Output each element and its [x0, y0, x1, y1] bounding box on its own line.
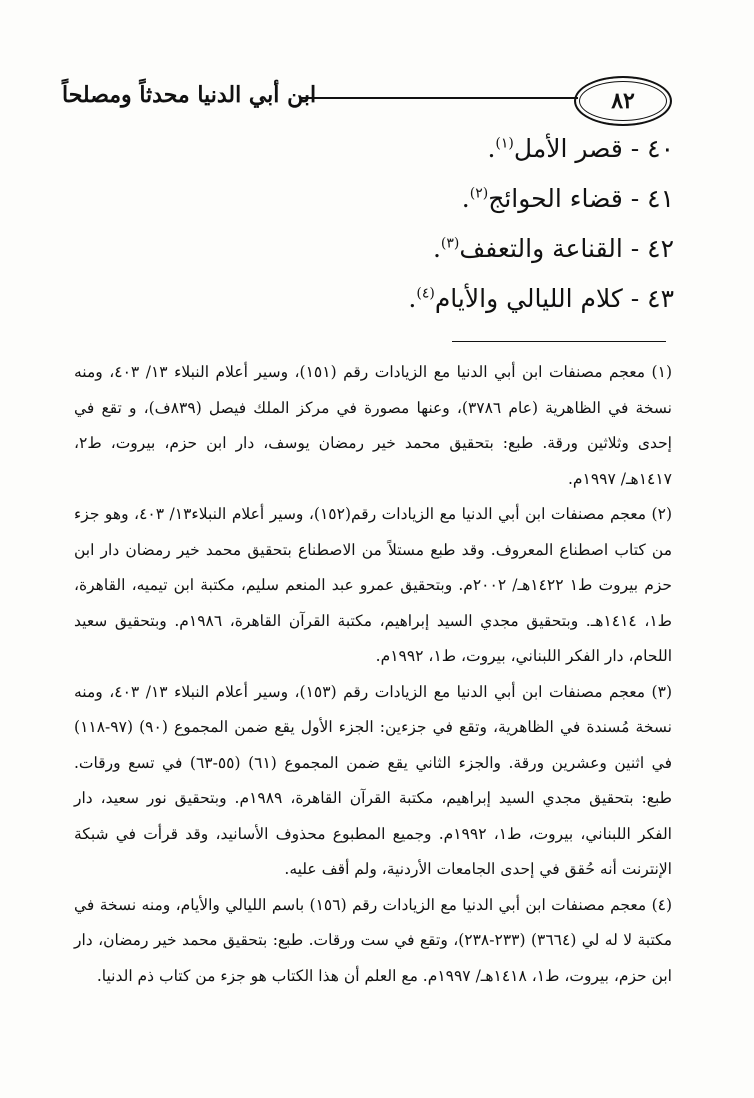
list-item [114, 274, 674, 324]
list-item-text: ٤٠ - قصر الأمل [513, 134, 674, 163]
footnote-marker: (٢) [469, 185, 489, 202]
footnote: (٢) معجم مصنفات ابن أبي الدنيا مع الزيادات رقم(١٥٢)، وسير أعلام النبلاء١٣/ ٤٠٣، وهو جزء من كتاب اصطناع المعروف. وقد طبع مستلاً من الاصطناع بتحقيق محمد خير رمضان دار ابن حزم بيروت ط١ ١٤٢٢هـ/ ٢٠٠٢م. وبتحقيق عمرو عبد المنعم سليم، مكتبة ابن تيميه، القاهرة، ط١، ١٤١٤هـ. وبتحقيق مجدي السيد إبراهيم، مكتبة القرآن القاهرة، ١٩٨٦م. وبتحقيق سعيد اللحام، دار الفكر اللبناني، بيروت، ط١، ١٩٩٢م. [74, 505, 672, 665]
list-item-end: . [461, 184, 470, 213]
list-item [114, 124, 674, 174]
running-title: ابن أبي الدنيا محدثاً ومصلحاً [62, 82, 317, 108]
list-item-end: . [408, 284, 417, 313]
footnote: (١) معجم مصنفات ابن أبي الدنيا مع الزيادات رقم (١٥١)، وسير أعلام النبلاء ١٣/ ٤٠٣، ومنه نسخة في الظاهرية (عام ٣٧٨٦)، وعنها مصورة في مركز الملك فيصل (٨٣٩ف)، و تقع في إحدى وثلاثين ورقة. طبع: بتحقيق محمد خير رمضان يوسف، دار ابن حزم، بيروت، ط٢، ١٤١٧هـ/ ١٩٩٧م. [74, 363, 672, 488]
list-item [114, 174, 674, 224]
list-item-end: . [432, 234, 441, 263]
list-item-end: . [487, 134, 496, 163]
page-number: ٨٢ [574, 76, 672, 126]
footnote: (٣) معجم مصنفات ابن أبي الدنيا مع الزيادات رقم (١٥٣)، وسير أعلام النبلاء ١٣/ ٤٠٣، ومنه نسخة مُسندة في الظاهرية، وتقع في جزءين: الجزء الأول يقع ضمن المجموع (٩٠) (٩٧-١١٨) في اثنين وعشرين ورقة. والجزء الثاني يقع ضمن المجموع (٦١) (٥٥-٦٣) في تسع ورقات. طبع: بتحقيق مجدي السيد إبراهيم، مكتبة القرآن القاهرة، ١٩٨٩م. وبتحقيق نور سعيد، دار الفكر اللبناني، بيروت، ط١، ١٩٩٢م. وجميع المطبوع محذوف الأسانيد، وقد قرأت في شبكة الإنترنت أنه حُقق في إحدى الجامعات الأردنية، ولم أقف عليه. [74, 682, 673, 878]
footnote-marker: (٣) [440, 235, 460, 252]
footnote-separator [452, 341, 666, 342]
book-list [114, 124, 674, 324]
list-item-text: ٤٣ - كلام الليالي والأيام [434, 284, 674, 313]
footnote: (٤) معجم مصنفات ابن أبي الدنيا مع الزيادات رقم (١٥٦) باسم الليالي والأيام، ومنه نسخة في مكتبة لا له لي (٣٦٦٤) (٢٣٣-٢٣٨)، وتقع في ست ورقات. طبع: بتحقيق محمد خير رمضان، دار ابن حزم، بيروت، ط١، ١٤١٨هـ/ ١٩٩٧م. مع العلم أن هذا الكتاب هو جزء من كتاب ذم الدنيا. [74, 895, 673, 985]
list-item-text: ٤١ - قضاء الحوائج [488, 184, 674, 213]
header-rule [300, 97, 578, 99]
footnotes [74, 355, 672, 994]
list-item [114, 224, 674, 274]
list-item-text: ٤٢ - القناعة والتعفف [459, 234, 674, 263]
footnote-marker: (١) [495, 135, 514, 152]
footnote-marker: (٤) [416, 285, 435, 302]
page-header [62, 76, 672, 126]
